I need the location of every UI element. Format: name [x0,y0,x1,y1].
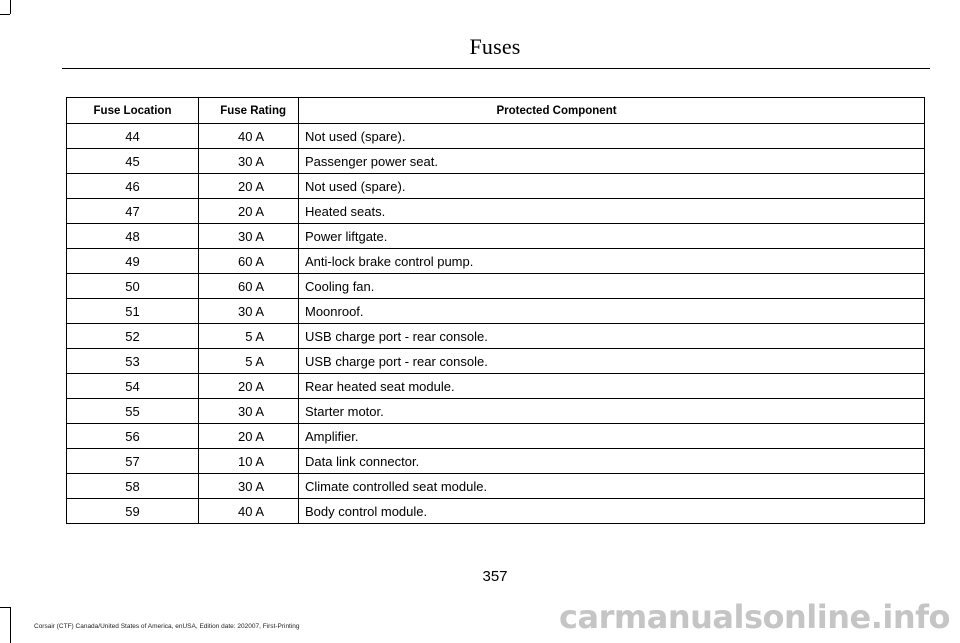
protected-component-cell: Climate controlled seat module. [299,474,925,499]
table-row [67,274,925,299]
watermark-logo: carmanualsonline.info [559,598,950,636]
fuse-rating-cell: 60 A [199,274,299,299]
fuse-table [66,97,925,524]
fuse-location-cell: 56 [67,424,199,449]
table-row [67,149,925,174]
protected-component-cell: Cooling fan. [299,274,925,299]
fuse-rating-cell: 30 A [199,399,299,424]
fuse-rating-cell: 60 A [199,249,299,274]
table-row [67,249,925,274]
page-title: Fuses [469,34,521,59]
table-row [67,174,925,199]
fuse-location-cell: 48 [67,224,199,249]
protected-component-cell: USB charge port - rear console. [299,349,925,374]
protected-component-cell: Rear heated seat module. [299,374,925,399]
protected-component-cell: Not used (spare). [299,124,925,149]
table-row [67,399,925,424]
fuse-location-cell: 53 [67,349,199,374]
fuse-rating-cell: 40 A [199,499,299,524]
fuse-location-cell: 59 [67,499,199,524]
table-row [67,374,925,399]
fuse-location-cell: 45 [67,149,199,174]
protected-component-cell: Heated seats. [299,199,925,224]
column-header-component: Protected Component [299,98,925,124]
fuse-location-cell: 57 [67,449,199,474]
table-row [67,199,925,224]
column-header-rating: Fuse Rating [199,98,299,124]
table-row [67,499,925,524]
fuse-location-cell: 49 [67,249,199,274]
table-body [67,124,925,524]
fuse-rating-cell: 5 A [199,349,299,374]
fuse-rating-cell: 30 A [199,299,299,324]
fuse-rating-cell: 30 A [199,224,299,249]
table-row [67,299,925,324]
table-row [67,324,925,349]
fuse-location-cell: 50 [67,274,199,299]
fuse-location-cell: 58 [67,474,199,499]
table-row [67,424,925,449]
crop-mark [0,607,10,608]
protected-component-cell: Body control module. [299,499,925,524]
fuse-location-cell: 52 [67,324,199,349]
crop-mark [10,607,11,643]
protected-component-cell: Anti-lock brake control pump. [299,249,925,274]
protected-component-cell: Data link connector. [299,449,925,474]
fuse-location-cell: 55 [67,399,199,424]
table-row [67,474,925,499]
fuse-rating-cell: 20 A [199,199,299,224]
protected-component-cell: USB charge port - rear console. [299,324,925,349]
edition-footer: Corsair (CTF) Canada/United States of America, enUSA, Edition date: 202007, First-Printing [34,623,300,630]
fuse-location-cell: 54 [67,374,199,399]
crop-mark [10,0,11,14]
header-divider [62,68,930,69]
fuse-rating-cell: 5 A [199,324,299,349]
protected-component-cell: Power liftgate. [299,224,925,249]
crop-mark [0,14,10,15]
fuse-rating-cell: 10 A [199,449,299,474]
fuse-rating-cell: 40 A [199,124,299,149]
protected-component-cell: Passenger power seat. [299,149,925,174]
fuse-rating-cell: 20 A [199,374,299,399]
page-number: 357 [482,568,508,585]
protected-component-cell: Starter motor. [299,399,925,424]
fuse-rating-cell: 30 A [199,474,299,499]
protected-component-cell: Moonroof. [299,299,925,324]
table-row [67,224,925,249]
fuse-location-cell: 44 [67,124,199,149]
table-row [67,349,925,374]
fuse-rating-cell: 20 A [199,424,299,449]
fuse-location-cell: 51 [67,299,199,324]
fuse-location-cell: 47 [67,199,199,224]
table-row [67,124,925,149]
column-header-location: Fuse Location [67,98,199,124]
protected-component-cell: Not used (spare). [299,174,925,199]
fuse-rating-cell: 30 A [199,149,299,174]
fuse-location-cell: 46 [67,174,199,199]
protected-component-cell: Amplifier. [299,424,925,449]
table-header-row [67,98,925,124]
fuse-rating-cell: 20 A [199,174,299,199]
table-row [67,449,925,474]
